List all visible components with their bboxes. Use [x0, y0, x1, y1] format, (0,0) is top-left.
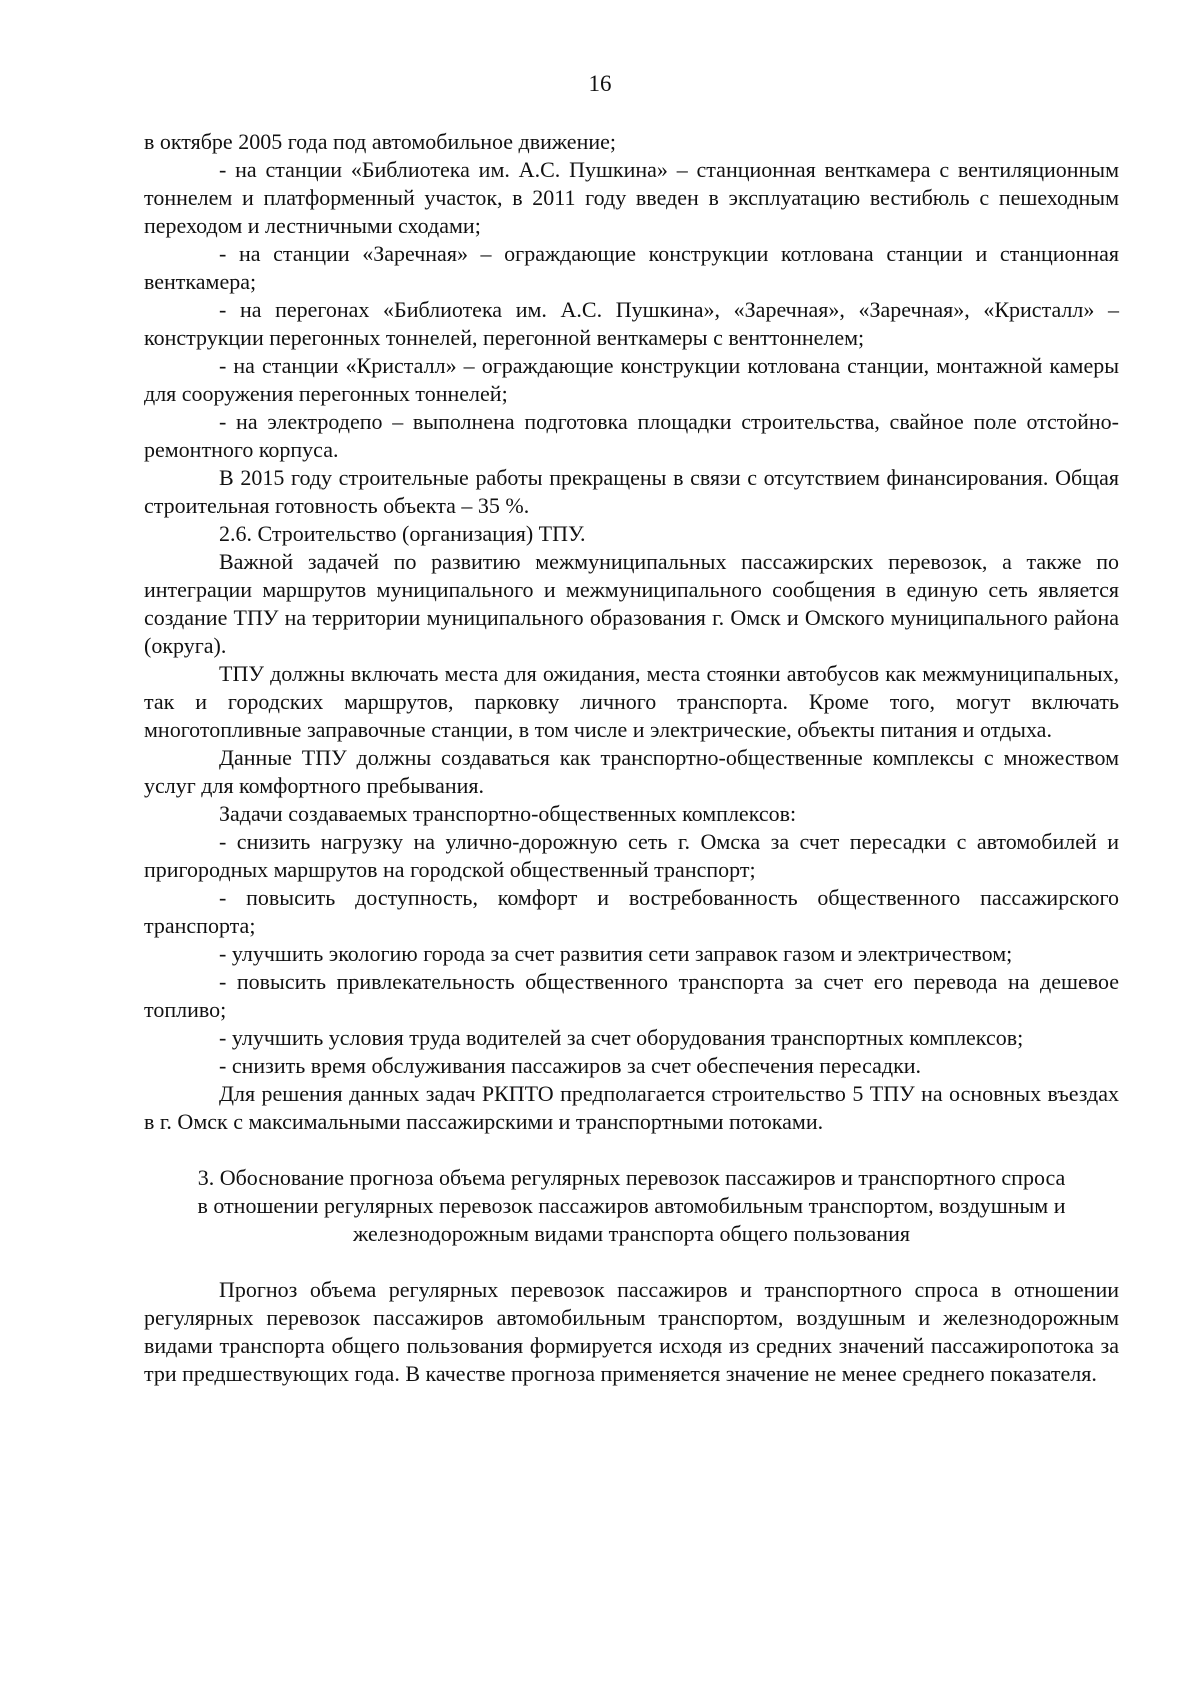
paragraph-continuation: в октябре 2005 года под автомобильное движение; [144, 129, 616, 154]
paragraph-tpu-complexes: Данные ТПУ должны создаваться как транспортно-общественные комплексы с множеством услуг для комфортного пребывания. [144, 745, 1119, 798]
subsection-title-tpu: 2.6. Строительство (организация) ТПУ. [219, 521, 586, 546]
list-item-working-conditions: - улучшить условия труда водителей за счет оборудования транспортных комплексов; [219, 1025, 1024, 1050]
list-item-accessibility: - повысить доступность, комфорт и востребованность общественного пассажирского транспорта; [144, 885, 1119, 938]
paragraph-tpu-construction: Для решения данных задач РКПТО предполагается строительство 5 ТПУ на основных въездах в г. Омск с максимальными пассажирскими и транспортными потоками. [144, 1081, 1119, 1134]
section-heading-line: 3. Обоснование прогноза объема регулярных перевозок пассажиров и транспортного спроса [197, 1165, 1066, 1190]
list-item-ecology: - улучшить экологию города за счет развития сети заправок газом и электричеством; [219, 941, 1013, 966]
document-body [144, 128, 1119, 1388]
paragraph-depot: - на электродепо – выполнена подготовка площадки строительства, свайное поле отстойно-ремонтного корпуса. [144, 409, 1119, 462]
paragraph-tpu-task: Важной задачей по развитию межмуниципальных пассажирских перевозок, а также по интеграции маршрутов муниципального и межмуниципального сообщения в единую сеть является создание ТПУ на территории муниципального образования г. Омск и Омского муниципального района (округа). [144, 549, 1119, 658]
list-item-attractiveness: - повысить привлекательность общественного транспорта за счет его перевода на дешевое топливо; [144, 969, 1119, 1022]
page-number: 16 [588, 71, 612, 96]
paragraph-works-stopped: В 2015 году строительные работы прекращены в связи с отсутствием финансирования. Общая строительная готовность объекта – 35 %. [144, 465, 1119, 518]
paragraph-library-station: - на станции «Библиотека им. А.С. Пушкина» – станционная венткамера с вентиляционным тоннелем и платформенный участок, в 2011 году введен в эксплуатацию вестибюль с пешеходным переходом и лестничными сходами; [144, 157, 1119, 238]
section-heading [144, 1164, 1119, 1248]
section-heading-line: в отношении регулярных перевозок пассажиров автомобильным транспортом, воздушным и [197, 1193, 1066, 1218]
paragraph-forecast: Прогноз объема регулярных перевозок пассажиров и транспортного спроса в отношении регулярных перевозок пассажиров автомобильным транспортом, воздушным и железнодорожным видами транспорта общего пользования формируется исходя из средних значений пассажиропотока за три предшествующих года. В качестве прогноза применяется значение не менее среднего показателя. [144, 1277, 1119, 1386]
paragraph-zarechnaya-station: - на станции «Заречная» – ограждающие конструкции котлована станции и станционная венткамера; [144, 241, 1119, 294]
paragraph-kristall-station: - на станции «Кристалл» – ограждающие конструкции котлована станции, монтажной камеры для сооружения перегонных тоннелей; [144, 353, 1119, 406]
list-item-reduce-load: - снизить нагрузку на улично-дорожную сеть г. Омска за счет пересадки с автомобилей и пригородных маршрутов на городской общественный транспорт; [144, 829, 1119, 882]
section-heading-line: железнодорожным видами транспорта общего пользования [353, 1221, 910, 1246]
paragraph-tpu-include: ТПУ должны включать места для ожидания, места стоянки автобусов как межмуниципальных, так и городских маршрутов, парковку личного транспорта. Кроме того, могут включать многотопливные заправочные станции, в том числе и электрические, объекты питания и отдыха. [144, 661, 1119, 742]
paragraph-tasks-intro: Задачи создаваемых транспортно-общественных комплексов: [219, 801, 797, 826]
paragraph-tunnels: - на перегонах «Библиотека им. А.С. Пушкина», «Заречная», «Заречная», «Кристалл» – конструкции перегонных тоннелей, перегонной венткамеры с венттоннелем; [144, 297, 1119, 350]
list-item-service-time: - снизить время обслуживания пассажиров за счет обеспечения пересадки. [219, 1053, 922, 1078]
